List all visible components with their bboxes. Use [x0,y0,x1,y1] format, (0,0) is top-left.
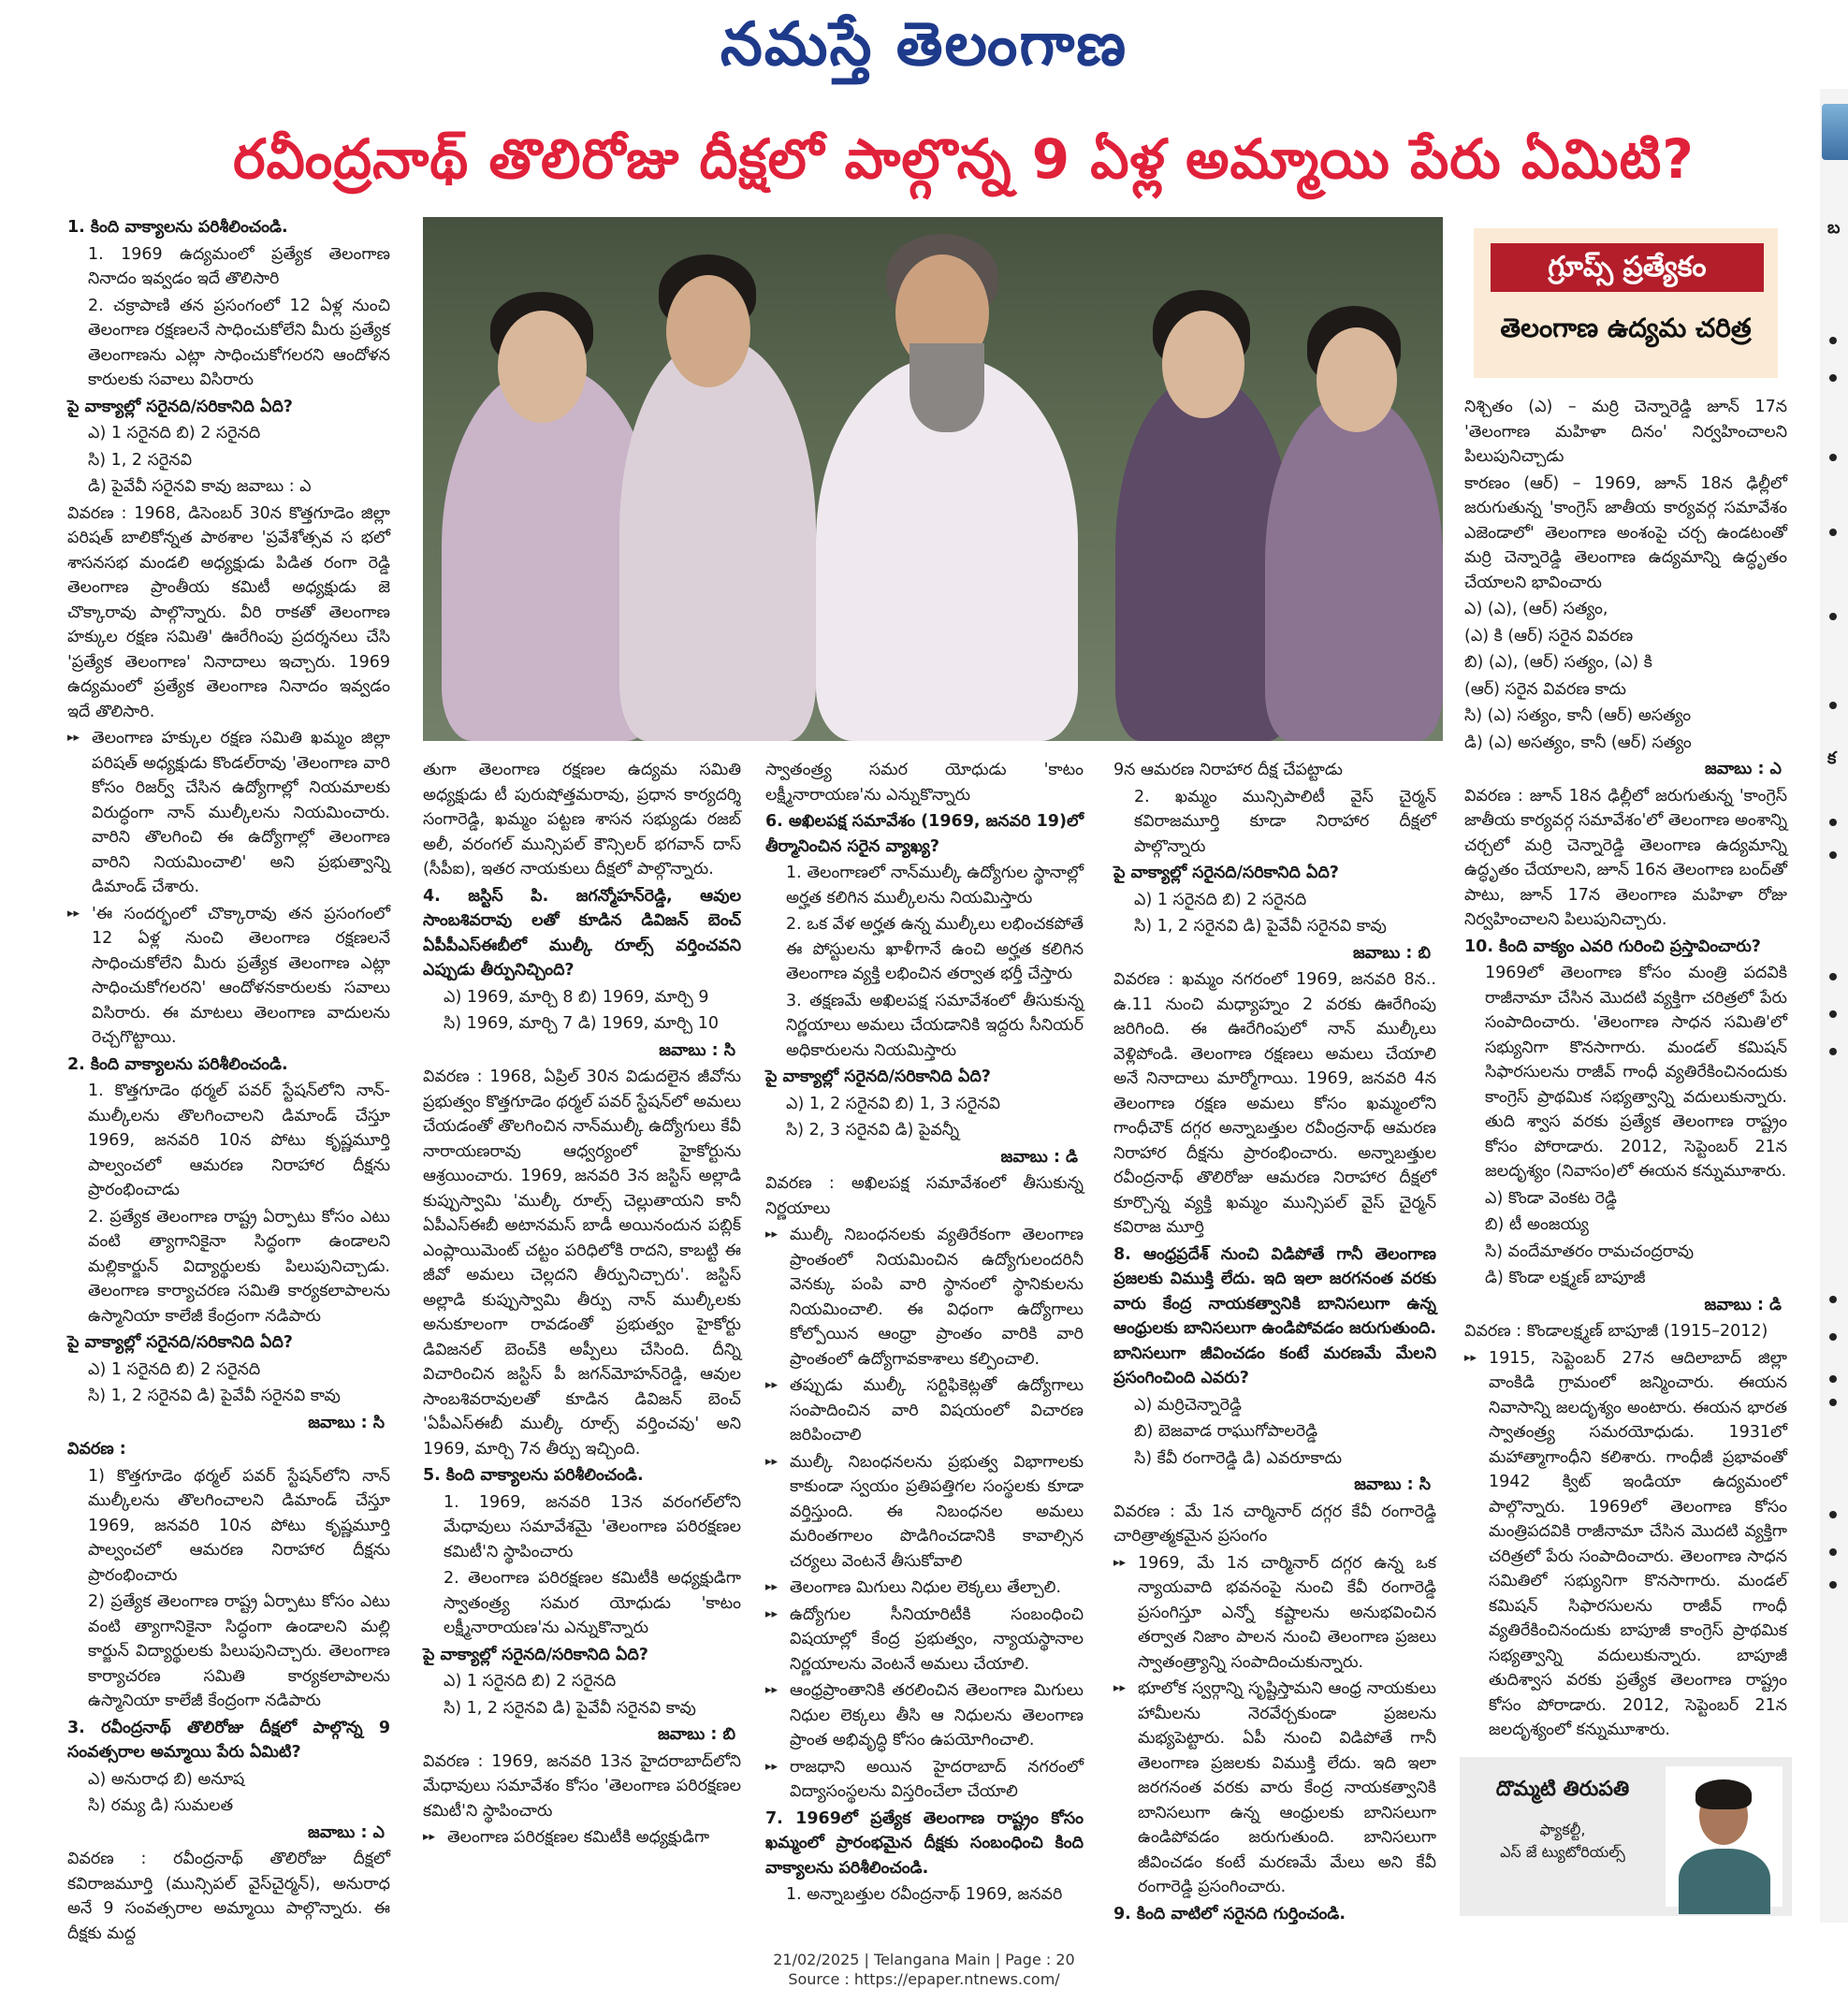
article-paragraph: ▸▸ ముల్కీ నిబంధనలను ప్రభుత్వ విభాగాలకు కాకుండా స్వయం ప్రతిపత్తిగల సంస్థలకు కూడా వర్తిస్తుంది. ఈ నిబంధనల అమలు మరింతగాలం పొడిగించడానికి కావాల్సిన చర్యలు వెంటనే తీసుకోవాలి [765,1450,1084,1575]
article-paragraph: ఎ) 1 సరైనది బి) 2 సరైనది [88,1359,261,1379]
author-role-title: ఫ్యాకల్టీ, [1539,1821,1586,1838]
article-paragraph: జవాబు : బి [1353,943,1431,963]
column-3 [765,758,1084,1904]
article-paragraph: సి) 1, 2 సరైనవి డి) పైవేవీ సరైనవి కావు [1134,917,1387,936]
article-paragraph: సి) 1969, మార్చి 7 డి) 1969, మార్చి 10 [444,1014,719,1033]
author-box [1460,1757,1792,1916]
article-paragraph: నిశ్చితం (ఎ) – మర్రి చెన్నారెడ్డి జూన్ 17న 'తెలంగాణ మహిళా దినం' నిర్వహించాలని పిలుపునిచ్చాడు [1464,398,1787,466]
historical-photo [423,217,1443,741]
article-paragraph: ఎ) (ఎ), (ఆర్) సత్యం, [1464,600,1608,618]
article-paragraph: ఎ) 1 సరైనది బి) 2 సరైనది [444,1672,617,1691]
footer-date-page: 21/02/2025 | Telangana Main | Page : 20 [773,1951,1075,1968]
article-paragraph: సి) కేవీ రంగారెడ్డి డి) ఎవరూకాదు [1134,1448,1343,1468]
newspaper-logo: నమస్తే తెలంగాణ [720,9,1128,80]
article-paragraph: 1. అన్నాబత్తుల రవీంద్రనాథ్ 1969, జనవరి [786,1885,1063,1904]
author-name: దొమ్మటి తిరుపతి [1495,1778,1630,1801]
article-paragraph: సి) (ఎ) సత్యం, కానీ (ఆర్) అసత్యం [1464,706,1692,725]
article-paragraph: స్వాతంత్ర్య సమర యోధుడు 'కాటం లక్ష్మీనారాయణ'ను ఎన్నుకొన్నారు [765,761,1084,805]
article-paragraph: జవాబు : ఎ [308,1822,385,1842]
article-paragraph: పై వాక్యాల్లో సరైనది/సరికానిది ఏది? [765,1067,991,1086]
article-paragraph: వివరణ : [67,1440,126,1459]
article-paragraph: జవాబు : సి [308,1413,385,1432]
article-paragraph: జవాబు : డి [1704,1295,1782,1314]
article-paragraph: 6. అఖిలపక్ష సమావేశం (1969, జనవరి 19)లో తీర్మానించిన సరైన వ్యాఖ్య? [765,812,1084,856]
article-paragraph: సి) రమ్య డి) సుమలత [88,1796,234,1815]
adjacent-page-strip [1820,89,1848,1923]
article-paragraph: డి) (ఎ) అసత్యం, కానీ (ఆర్) సత్యం [1464,733,1692,752]
article-paragraph: ▸▸ ఆంధ్రప్రాంతానికి తరలించిన తెలంగాణ మిగులు నిధుల లెక్కలు తీసి ఆ నిధులను తెలంగాణ ప్రాంత అభివృద్ధి కోసం ఉపయోగించాలి. [765,1678,1084,1753]
article-paragraph: 1) కొత్తగూడెం థర్మల్ పవర్ స్టేషన్‌లోని నాన్ ముల్కీలను తొలగించాలని డిమాండ్ చేస్తూ 1969, జనవరి 10న పోటు కృష్ణమూర్తి పాల్వంచలో ఆమరణ నిరాహార దీక్షను ప్రారంభించారు [88,1466,390,1585]
article-paragraph: జవాబు : సి [659,1040,735,1060]
article-paragraph: జవాబు : ఎ [1705,760,1782,778]
article-paragraph: వివరణ : జూన్ 18న ఢిల్లీలో జరుగుతున్న 'కాంగ్రెస్ జాతీయ కార్యవర్గ సమావేశం'లో తెలంగాణ అంశాన్ని చర్చలో మర్రి చెన్నారెడ్డి తెలంగాణ ఉద్యమాన్ని ఉద్ధృతం చేయాలని, జూన్ 16న తెలంగాణ బంద్‌తో పాటు, జూన్ 17న తెలంగాణ మహిళా రోజు నిర్వహించాలని పిలుపునిచ్చారు. [1464,786,1787,929]
article-paragraph: జవాబు : బి [658,1725,735,1744]
article-paragraph: వివరణ : 1969, జనవరి 13న హైదరాబాద్‌లోని మేధావులు సమావేశం కోసం 'తెలంగాణ పరిరక్షణల కమిటీ'ని స్థాపించారు [423,1751,741,1821]
article-paragraph: వివరణ : అఖిలపక్ష సమావేశంలో తీసుకున్న నిర్ణయాలు [765,1174,1084,1218]
article-paragraph: 8. ఆంధ్రప్రదేశ్ నుంచి విడిపోతే గానీ తెలంగాణ ప్రజలకు విముక్తి లేదు. ఇది ఇలా జరగనంత వరకు వారు కేంద్ర నాయకత్వానికి బానిసలుగా ఉన్న ఆంధ్రులకు బానిసలుగా ఉండిపోవడం జరుగుతుంది. బానిసలుగా జీవించడం కంటే మరణమే మేలని ప్రసంగించింది ఎవరు? [1113,1244,1436,1387]
article-paragraph: జవాబు : సి [1354,1475,1431,1494]
column-5 [1464,395,1787,1749]
article-paragraph: డి) కొండా లక్ష్మణ్ బాపూజీ [1485,1269,1646,1287]
article-paragraph: ▸▸ 1915, సెప్టెంబర్ 27న ఆదిలాబాద్ జిల్లా వాంకిడి గ్రామంలో జన్మించారు. ఈయన నివాసాన్ని జలదృశ్యం అంటారు. ఈయన భారత స్వాతంత్ర్య సమరయోధుడు. 1931లో మహాత్మాగాంధీని కలిశారు. గాంధీజీ ప్రభావంతో 1942 క్విట్ ఇండియా ఉద్యమంలో పాల్గొన్నారు. 1969లో తెలంగాణ కోసం మంత్రిపదవికి రాజీనామా చేసిన మొదటి వ్యక్తిగా చరిత్రలో పేరు సంపాదించారు. తెలంగాణ సాధన సమితిలో సభ్యునిగా కొనసాగారు. మండల్ కమిషన్ సిఫారసులను రాజీవ్ గాంధీ వ్యతిరేకించినందుకు బాపూజీ కాంగ్రెస్ ప్రాథమిక సభ్యత్వాన్ని వదులుకున్నారు. బాపూజీ తుదిశ్వాస వరకు ప్రత్యేక తెలంగాణ రాష్ట్రం కోసం పోరాడారు. 2012, సెప్టెంబర్ 21న జలదృశ్యంలో కన్నుమూశారు. [1464,1346,1787,1743]
article-paragraph: 1. కింది వాక్యాలను పరిశీలించండి. [67,218,288,237]
strip-letter-2: క [1827,748,1837,768]
article-paragraph: 1. 1969 ఉద్యమంలో ప్రత్యేక తెలంగాణ నినాదం ఇవ్వడం ఇదే తొలిసారి [88,244,390,288]
article-paragraph: 10. కింది వాక్యం ఎవరి గురించి ప్రస్తావించారు? [1464,936,1761,956]
column-2 [423,758,741,1904]
article-paragraph: ▸▸ 'ఈ సందర్భంలో చొక్కారావు తన ప్రసంగంలో 12 ఏళ్ల నుంచి తెలంగాణ రక్షణలనే సాధించుకోలేని మీరు ప్రత్యేక తెలంగాణ ఎట్లా సాధించుకోగలరని' ఆందోళనకారులకు సవాలు విసిరారు. ఈ మాటలు తెలంగాణ వాదులను రెచ్చగొట్టాయి. [67,902,390,1051]
article-paragraph: 2. తెలంగాణ పరిరక్షణల కమిటీకి అధ్యక్షుడిగా స్వాతంత్ర్య సమర యోధుడు 'కాటం లక్ష్మీనారాయణ'ను ఎన్నుకొన్నారు [444,1569,741,1637]
article-paragraph: ▸▸ తెలంగాణ హక్కుల రక్షణ సమితి ఖమ్మం జిల్లా పరిషత్ అధ్యక్షుడు కొండల్‌రావు 'తెలంగాణ వారి కోసం రిజర్వ్ చేసిన ఉద్యోగాల్లో నియమాలకు విరుద్ధంగా నాన్ ముల్కీలను నియమించారు. వారిని తొలగించి ఈ ఉద్యోగాల్లో తెలంగాణ వారిని నియమించాలి' అని ప్రభుత్వాన్ని డిమాండ్ చేశారు. [67,726,390,900]
article-paragraph: 1969లో తెలంగాణ కోసం మంత్రి పదవికి రాజీనామా చేసిన మొదటి వ్యక్తిగా చరిత్రలో పేరు సంపాదించారు. 'తెలంగాణ సాధన సమితి'లో సభ్యునిగా కొనసాగారు. మండల్ కమిషన్ సిఫారసులను రాజీవ్ గాంధీ వ్యతిరేకించినందుకు కాంగ్రెస్ ప్రాథమిక సభ్యత్వాన్ని వదులుకున్నారు. తుది శ్వాస వరకు ప్రత్యేక తెలంగాణ రాష్ట్రం కోసం పోరాడారు. 2012, సెప్టెంబర్ 21న జలదృశ్యం (నివాసం)లో ఈయన కన్నుమూశారు. [1485,964,1787,1181]
article-paragraph: 2. ఖమ్మం మున్సిపాలిటీ వైస్ చైర్మన్ కవిరాజమూర్తి కూడా నిరాహార దీక్షలో పాల్గొన్నారు [1134,787,1436,856]
masthead [0,0,1848,89]
article-paragraph: సి) వందేమాతరం రామచంద్రరావు [1485,1241,1695,1261]
article-paragraph: పై వాక్యాల్లో సరైనది/సరికానిది ఏది? [67,397,293,416]
article-paragraph: 2. కింది వాక్యాలను పరిశీలించండి. [67,1054,288,1074]
author-role [1469,1819,1656,1864]
column-1 [67,215,390,1943]
article-paragraph: ఎ) కొండా వెంకట రెడ్డి [1485,1188,1617,1208]
article-paragraph: 2. ఒక వేళ అర్హత ఉన్న ముల్కీలు లభించకపోతే ఈ పోస్టులను ఖాళీగానే ఉంచి అర్హత కలిగిన తెలంగాణ వ్యక్తి లభించిన తర్వాత భర్తీ చేస్తారు [786,915,1084,983]
article-paragraph: వివరణ : 1968, డిసెంబర్ 30న కొత్తగూడెం జిల్లా పరిషత్ బాలికోన్నత పాఠశాల 'ప్రవేశోత్సవ స భలో శాసనసభ మండలి అధ్యక్షుడు పిడిత రంగా రెడ్డి తెలంగాణ ప్రాంతీయ కమిటీ అధ్యక్షుడు జె చొక్కారావు పాల్గొన్నారు. వీరి రాకతో తెలంగాణ హక్కుల రక్షణ సమితి' ఊరేగింపు ప్రదర్శనలు చేసి 'ప్రత్యేక తెలంగాణ' నినాదాలు ఇచ్చారు. 1969 ఉద్యమంలో ప్రత్యేక తెలంగాణ నినాదం ఇవ్వడం ఇదే తొలిసారి. [67,503,390,721]
article-paragraph: 5. కింది వాక్యాలను పరిశీలించండి. [423,1466,644,1485]
article-paragraph: వివరణ : 1968, ఏప్రిల్ 30న విడుదలైన జీవోను ప్రభుత్వం కొత్తగూడెం థర్మల్ పవర్ స్టేషన్‌లో అమలు చేయడంతో తొలగించిన నాన్‌ముల్కీ ఉద్యోగులు కేవీ నారాయణరావు ఆధ్వర్యంలో హైకోర్టును ఆశ్రయించారు. 1969, జనవరి 3న జస్టిస్ అల్లాడి కుప్పుస్వామి 'ముల్కీ రూల్స్ చెల్లుతాయని కానీ ఏపీఎస్‌ఈబీ అటానమస్ బాడీ అయినందున పబ్లిక్ ఎంప్లాయిమెంట్ చట్టం పరిధిలోకి రాదని, కాబట్టి ఈ జీవో అమలు చెల్లదని తీర్పునిచ్చారు'. జస్టిస్ అల్లాడి కుప్పుస్వామి తీర్పు నాన్ ముల్కీలకు అనుకూలంగా రావడంతో ప్రభుత్వం హైకోర్టు డివిజనల్ బెంచ్‌కి అప్పీలు చేసింది. దీన్ని విచారించిన జస్టిస్ పీ జగన్‌మోహన్‌రెడ్డి, ఆవుల సాంబశివరావులతో కూడిన డివిజన్ బెంచ్ 'ఏపీఎస్‌ఈబీ ముల్కీ రూల్స్ వర్తించవు' అని 1969, మార్చి 7న తీర్పు ఇచ్చింది. [423,1067,741,1459]
article-paragraph: ▸▸ తెలంగాణ పరిరక్షణల కమిటీకి అధ్యక్షుడిగా [423,1825,741,1851]
article-paragraph: 4. జస్టిస్ పి. జగన్మోహన్‌రెడ్డి, ఆవుల సాంబశివరావు లతో కూడిన డివిజన్ బెంచ్ ఏపీపీఎస్‌ఈబీలో ముల్కీ రూల్స్ వర్తించవని ఎప్పుడు తీర్పునిచ్చింది? [423,886,741,980]
article-paragraph: ▸▸ తెలంగాణ మిగులు నిధుల లెక్కలు తేల్చాలి. [765,1575,1084,1601]
article-paragraph: సి) 1, 2 సరైనవి డి) పైవేవీ సరైనవి కావు [88,1386,341,1405]
article-paragraph: 2) ప్రత్యేక తెలంగాణ రాష్ట్ర ఏర్పాటు కోసం ఎటు వంటి త్యాగానికైనా సిద్ధంగా ఉండాలని మల్లి కార్జున్ విద్యార్థులకు పిలుపునిచ్చారు. తెలంగాణ కార్యాచరణ సమితి కార్యకలాపాలను ఉస్మానియా కాలేజీ కేంద్రంగా నడిపారు [88,1592,390,1710]
article-paragraph: 1. తెలంగాణలో నాన్‌ముల్కీ ఉద్యోగుల స్థానాల్లో అర్హత కలిగిన ముల్కీలను నియమిస్తారు [786,864,1084,907]
article-paragraph: 1. కొత్తగూడెం థర్మల్ పవర్ స్టేషన్‌లోని నాన్-ముల్కీలను తొలగించాలని డిమాండ్ చేస్తూ 1969, జనవరి 10న పోటు కృష్ణమూర్తి పాల్వంచలో ఆమరణ నిరాహార దీక్షను ప్రారంభించాడు [88,1082,390,1199]
article-paragraph: ఎ) మర్రిచెన్నారెడ్డి [1134,1395,1242,1415]
article-paragraph: బి) (ఎ), (ఆర్) సత్యం, (ఎ) కి [1464,653,1652,672]
article-paragraph: 9న ఆమరణ నిరాహార దీక్ష చేపట్టాడు [1113,761,1343,779]
article-paragraph: సి) 1, 2 సరైనవి [88,450,193,470]
article-paragraph: ▸▸ రాజధాని అయిన హైదరాబాద్ నగరంలో విద్యాసంస్థలను విస్తరించేలా చేయాలి [765,1755,1084,1805]
article-paragraph: బి) బెజవాడ రాఘుగోపాలరెడ్డి [1134,1422,1318,1441]
article-paragraph: ▸▸ ఉద్యోగుల సీనియారిటీకి సంబంధించి విషయాల్లో కేంద్ర ప్రభుత్వం, న్యాయస్థానాల నిర్ణయాలను వెంటనే అమలు చేయాలి. [765,1603,1084,1677]
article-paragraph: జవాబు : డి [1000,1147,1078,1167]
article-paragraph: వివరణ : రవీంద్రనాథ్ తొలిరోజు దీక్షలో కవిరాజమూర్తి (మున్సిపల్ వైస్‌చైర్మన్), అనురాధ అనే 9 సంవత్సరాల అమ్మాయి పాల్గొన్నారు. ఈ దీక్షకు మద్ద [67,1850,390,1943]
section-badge [1474,228,1778,378]
article-paragraph: (ఎ) కి (ఆర్) సరైన వివరణ [1464,626,1634,646]
article-paragraph: ఎ) 1969, మార్చి 8 బి) 1969, మార్చి 9 [444,987,709,1007]
page-footer [0,1950,1848,1989]
article-paragraph: 2. ప్రత్యేక తెలంగాణ రాష్ట్ర ఏర్పాటు కోసం ఎటు వంటి త్యాగానికైనా సిద్ధంగా ఉండాలని మల్లికార్జున్ విద్యార్థులకు పిలుపునిచ్చాడు. తెలంగాణ కార్యాచరణ సమితి కార్యకలాపాలను ఉస్మానియా కాలేజీ కేంద్రంగా నడిపారు [88,1207,390,1326]
article-paragraph: ▸▸ భూలోక స్వర్గాన్ని సృష్టిస్తామని ఆంధ్ర నాయకులు హామీలను నెరవేర్చకుండా ప్రజలను మభ్యపెట్టారు. ఏపీ నుంచి విడిపోతే గానీ తెలంగాణ ప్రజలకు విముక్తి లేదు. ఇది ఇలా జరగనంత వరకు వారు కేంద్ర నాయకత్వానికి బానిసలుగా ఉన్న ఆంధ్రులకు బానిసలుగా ఉండిపోవడం జరుగుతుంది. బానిసలుగా జీవించడం కంటే మరణమే మేలు అని కేవీ రంగారెడ్డి ప్రసంగించారు. [1113,1677,1436,1900]
article-paragraph: ఎ) 1, 2 సరైనవి బి) 1, 3 సరైనవి [786,1094,1000,1113]
article-paragraph: పై వాక్యాల్లో సరైనది/సరికానిది ఏది? [1113,864,1339,882]
article-paragraph: డి) పైవేవీ సరైనవి కావు జవాబు : ఎ [88,477,312,496]
article-paragraph: ఎ) 1 సరైనది బి) 2 సరైనది [1134,890,1307,909]
article-paragraph: 7. 1969లో ప్రత్యేక తెలంగాణ రాష్ట్రం కోసం ఖమ్మంలో ప్రారంభమైన దీక్షకు సంబంధించి కింది వాక్యాలను పరిశీలించండి. [765,1808,1084,1878]
article-paragraph: వివరణ : మే 1న చార్మినార్ దగ్గర కేవీ రంగారెడ్డి చారిత్రాత్మకమైన ప్రసంగం [1113,1502,1436,1546]
footer-source: Source : https://epaper.ntnews.com/ [788,1970,1060,1988]
groups-special-tag: గ్రూప్స్ ప్రత్యేకం [1491,243,1764,292]
page-headline: రవీంద్రనాథ్ తొలిరోజు దీక్షలో పాల్గొన్న 9 ఏళ్ల అమ్మాయి పేరు ఏమిటి? [233,127,1695,191]
article-paragraph: వివరణ : కొండాలక్ష్మణ్ బాపూజీ (1915–2012) [1464,1322,1768,1341]
article-paragraph: తుగా తెలంగాణ రక్షణల ఉద్యమ సమితి అధ్యక్షుడు టీ పురుషోత్తమరావు, ప్రధాన కార్యదర్శి సంగారెడ్డి, ఖమ్మం పట్టణ శాసన సభ్యుడు రజబ్ అలీ, వరంగల్ మున్సిపల్ కౌన్సిలర్ భగవాన్ దాస్ (సీపీఐ), ఇతర నాయకులు దీక్షలో పాల్గొన్నారు. [423,761,741,878]
section-subtitle: తెలంగాణ ఉద్యమ చరిత్ర [1500,312,1752,343]
author-institute: ఎస్ జే ట్యుటోరియల్స్ [1500,1843,1625,1861]
article-paragraph: 9. కింది వాటిలో సరైనది గుర్తించండి. [1113,1904,1346,1924]
column-4 [1113,758,1436,1924]
article-paragraph: ▸▸ 1969, మే 1న చార్మినార్ దగ్గర ఉన్న ఒక న్యాయవాది భవనంపై నుంచి కేవీ రంగారెడ్డి ప్రసంగిస్తూ ఎన్నో కష్టాలను అనుభవించిన తర్వాత నిజాం పాలన నుంచి తెలంగాణ ప్రజలు స్వాతంత్ర్యాన్ని సంపాదించుకున్నారు. [1113,1551,1436,1676]
strip-letter-1: బ [1827,218,1841,238]
article-paragraph: పై వాక్యాల్లో సరైనది/సరికానిది ఏది? [423,1645,648,1664]
article-paragraph: కారణం (ఆర్) – 1969, జూన్ 18న ఢిల్లీలో జరుగుతున్న 'కాంగ్రెస్ జాతీయ కార్యవర్గ సమావేశం ఎజెండాలో' తెలంగాణ అంశంపై చర్చ ఉండటంతో మర్రి చెన్నారెడ్డి తెలంగాణ ఉద్యమాన్ని ఉద్ధృతం చేయాలని భావించారు [1464,473,1787,592]
author-avatar [1666,1766,1783,1907]
article-paragraph: సి) 2, 3 సరైనవి డి) పైవన్నీ [786,1121,960,1140]
article-paragraph: వివరణ : ఖమ్మం నగరంలో 1969, జనవరి 8న.. ఉ.11 నుంచి మధ్యాహ్నం 2 వరకు ఊరేగింపు జరిగింది. ఈ ఊరేగింపులో నాన్ ముల్కీలు వెళ్లిపోండి. తెలంగాణ రక్షణలు అమలు చేయాలి అనే నినాదాలు మార్మోగాయి. 1969, జనవరి 4న తెలంగాణ రక్షణ అమలు కోసం ఖమ్మంలోని గాంధీచౌక్ దగ్గర అన్నాబత్తుల రవీంద్రనాథ్ ఆమరణ నిరాహార దీక్షను ప్రారంభించారు. అన్నాబత్తుల రవీంద్రనాథ్ తొలిరోజు ఆమరణ నిరాహార దీక్షలో కూర్చొన్న వ్యక్తి ఖమ్మం మున్సిపల్ వైస్ చైర్మన్ కవిరాజ మూర్తి [1113,970,1436,1237]
article-paragraph: పై వాక్యాల్లో సరైనది/సరికానిది ఏది? [67,1333,293,1352]
article-paragraph: 2. చక్రాపాణి తన ప్రసంగంలో 12 ఏళ్ల నుంచి తెలంగాణ రక్షణలనే సాధించుకోలేని మీరు ప్రత్యేక తెలంగాణను ఎట్లా సాధించుకోగలరని ఆందోళన కారులకు సవాలు విసిరారు [88,296,390,389]
article-paragraph: 3. తక్షణమే అఖిలపక్ష సమావేశంలో తీసుకున్న నిర్ణయాలు అమలు చేయడానికి ఇద్దరు సీనియర్ అధికారులను నియమిస్తారు [786,991,1084,1060]
article-paragraph: ఎ) 1 సరైనది బి) 2 సరైనది [88,424,261,443]
article-paragraph: (ఆర్) సరైన వివరణ కాదు [1464,679,1626,699]
article-paragraph: ▸▸ ముల్కీ నిబంధనలకు వ్యతిరేకంగా తెలంగాణ ప్రాంతంలో నియమించిన ఉద్యోగులందరినీ వెనక్కు పంపి వారి స్థానంలో స్థానికులను నియమించాలి. ఈ విధంగా ఉద్యోగాలు కోల్పోయిన ఆంధ్రా ప్రాంతం వారికి వారి ప్రాంతంలో ఉద్యోగావకాశాలు కల్పించాలి. [765,1223,1084,1372]
article-paragraph: 3. రవీంద్రనాథ్ తొలిరోజు దీక్షలో పాల్గొన్న 9 సంవత్సరాల అమ్మాయి పేరు ఏమిటి? [67,1718,390,1762]
article-paragraph: ▸▸ తప్పుడు ముల్కీ సర్టిఫికెట్లతో ఉద్యోగాలు సంపాదించిన వారి విషయంలో విచారణ జరిపించాలి [765,1373,1084,1448]
strip-image-icon [1822,104,1848,160]
article-paragraph: ఎ) అనురాధ బి) అనూష [88,1769,245,1789]
article-paragraph: బి) టీ అంజయ్య [1485,1215,1589,1234]
article-paragraph: 1. 1969, జనవరి 13న వరంగల్‌లోని మేధావులు సమావేశమై 'తెలంగాణ పరిరక్షణల కమిటీ'ని స్థాపించారు [444,1492,741,1561]
article-paragraph: సి) 1, 2 సరైనవి డి) పైవేవీ సరైనవి కావు [444,1698,696,1718]
